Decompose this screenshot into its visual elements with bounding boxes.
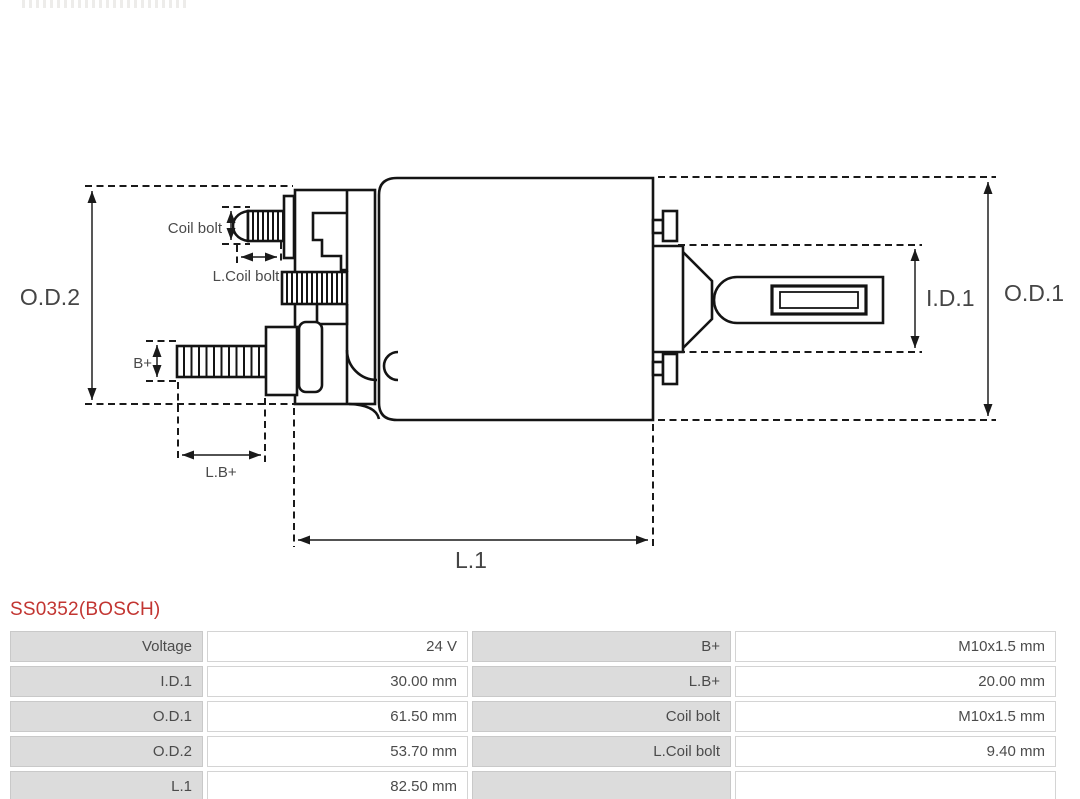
l-b-plus-extension-lines	[178, 382, 265, 462]
spec-value-cell: 20.00 mm	[735, 666, 1056, 697]
od1-label: O.D.1	[1004, 280, 1065, 306]
coil-bolt-label: Coil bolt	[167, 220, 222, 237]
l1-extension-lines	[294, 408, 653, 547]
spec-label-cell: O.D.2	[10, 736, 203, 767]
spec-label-cell: Coil bolt	[472, 701, 731, 732]
rear-terminal-top	[653, 211, 677, 241]
coil-bolt	[233, 196, 294, 258]
spec-value-cell: 30.00 mm	[207, 666, 468, 697]
spec-row	[10, 736, 1056, 767]
b-plus-bolt	[177, 322, 322, 395]
id1-label: I.D.1	[926, 285, 975, 311]
spec-label-cell: I.D.1	[10, 666, 203, 697]
spec-value-cell	[735, 771, 1056, 799]
spec-table	[6, 627, 1060, 799]
spec-label-cell: L.B+	[472, 666, 731, 697]
spec-row	[10, 701, 1056, 732]
spec-label-cell: O.D.1	[10, 701, 203, 732]
spec-value-cell: 9.40 mm	[735, 736, 1056, 767]
cap-bottom-curve	[349, 404, 379, 419]
spec-value-cell: 82.50 mm	[207, 771, 468, 799]
spec-value-cell: 24 V	[207, 631, 468, 662]
rear-terminal-bottom	[653, 354, 677, 384]
plunger-shaft	[653, 246, 883, 352]
spec-label-cell: L.Coil bolt	[472, 736, 731, 767]
b-plus-label: B+	[133, 355, 152, 372]
coil-bolt-bushing	[282, 272, 347, 304]
spec-row	[10, 666, 1056, 697]
solenoid-body	[379, 178, 653, 420]
spec-value-cell: M10x1.5 mm	[735, 701, 1056, 732]
spec-label-cell: L.1	[10, 771, 203, 799]
spec-label-cell: B+	[472, 631, 731, 662]
l-coil-bolt-label: L.Coil bolt	[212, 268, 280, 285]
spec-row	[10, 771, 1056, 799]
od2-label: O.D.2	[19, 284, 80, 310]
l-coil-bolt-extension-lines	[237, 242, 281, 263]
spec-label-cell: Voltage	[10, 631, 203, 662]
spec-label-cell	[472, 771, 731, 799]
product-title: SS0352(BOSCH)	[10, 599, 161, 620]
spec-value-cell: 61.50 mm	[207, 701, 468, 732]
spec-row	[10, 631, 1056, 662]
l1-label: L.1	[455, 547, 487, 573]
spec-value-cell: M10x1.5 mm	[735, 631, 1056, 662]
l-b-plus-label: L.B+	[205, 464, 237, 481]
spec-value-cell: 53.70 mm	[207, 736, 468, 767]
